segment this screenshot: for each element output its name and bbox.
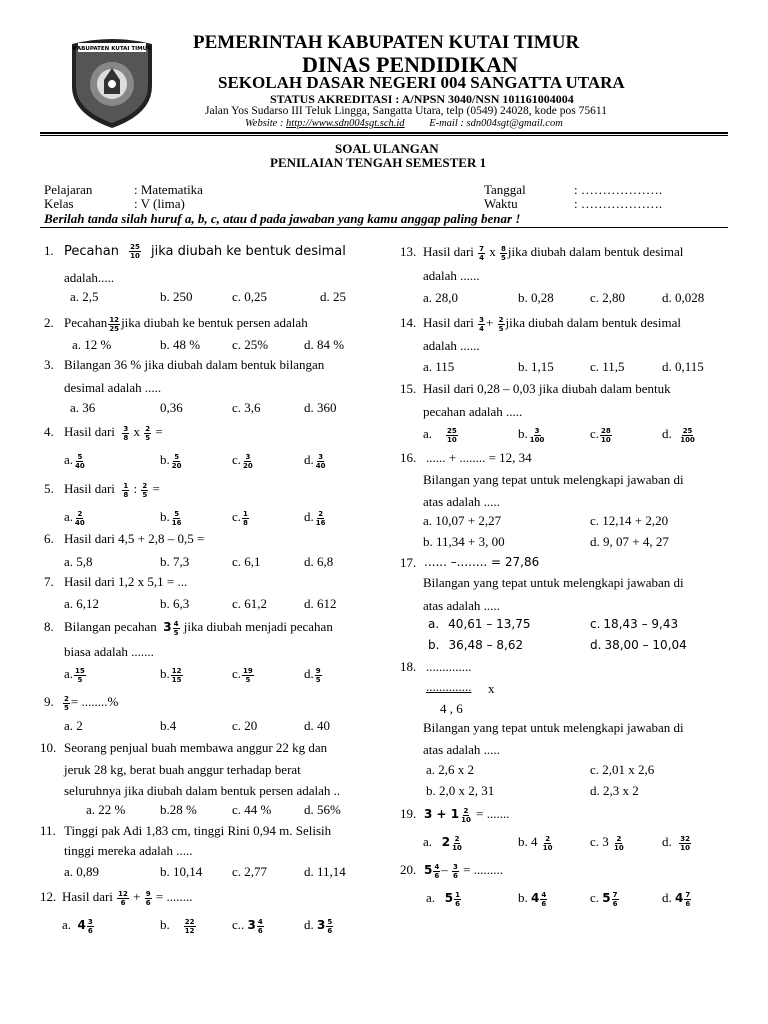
q13-option-b[interactable]: b. 0,28 [518, 290, 554, 305]
q12-option-a[interactable]: a. 4 $\frac{3}{6}$ [62, 917, 93, 935]
header-address: Jalan Yos Sudarso III Teluk Lingga, Sangatta Utara, telp (0549) 24028, kode pos 75611 [205, 105, 607, 117]
q8-option-a[interactable]: a. $\frac{15}{5}$ [64, 666, 85, 684]
q18-option-c[interactable]: c. 2,01 x 2,6 [590, 762, 655, 777]
q9-option-c[interactable]: c. 20 [232, 718, 258, 733]
date-label: Tanggal [484, 182, 526, 197]
q17-option-d[interactable]: d. 38,00 – 10,04 [590, 638, 687, 652]
q3-option-a[interactable]: a. 36 [70, 400, 96, 415]
q18-text-line3: atas adalah ..... [423, 742, 500, 757]
class-value: : V (lima) [134, 196, 185, 211]
q11-option-c[interactable]: c. 2,77 [232, 864, 268, 879]
q2-text: Pecahan $\frac{12}{25}$ jika diubah ke bentuk persen adalah [64, 315, 308, 333]
q13-text-cont: adalah ...... [423, 268, 480, 283]
time-label: Waktu [484, 196, 518, 211]
header-department: DINAS PENDIDIKAN [302, 52, 518, 77]
q3-option-d[interactable]: d. 360 [304, 400, 337, 415]
district-emblem-logo [68, 32, 156, 130]
subject-value: : Matematika [134, 182, 203, 197]
q4-number: 4. [44, 424, 54, 439]
q1-option-c[interactable]: c. 0,25 [232, 289, 268, 304]
q19-option-c[interactable]: c. 3 $\frac{2}{10}$ [590, 834, 624, 852]
q18-blank-1: .............. [426, 659, 472, 674]
q2-option-d[interactable]: d. 84 % [304, 337, 345, 352]
q8-text-cont: biasa adalah ....... [64, 644, 154, 659]
q11-number: 11. [40, 823, 56, 838]
q8-option-b[interactable]: b. $\frac{12}{15}$ [160, 666, 182, 684]
q13-option-d[interactable]: d. 0,028 [662, 290, 705, 305]
logo-text: KABUPATEN KUTAI TIMUR [72, 46, 152, 52]
q10-option-a[interactable]: a. 22 % [86, 802, 126, 817]
q18-multiply-sign: x [488, 681, 495, 696]
q11-text-cont: tinggi mereka adalah ..... [64, 843, 193, 858]
q3-number: 3. [44, 357, 54, 372]
q18-option-b[interactable]: b. 2,0 x 2, 31 [426, 783, 495, 798]
q4-option-c[interactable]: c. $\frac{3}{20}$ [232, 452, 253, 470]
instruction-text: Berilah tanda silah huruf a, b, c, atau d pada jawaban yang kamu anggap paling benar ! [44, 211, 521, 226]
q10-option-c[interactable]: c. 44 % [232, 802, 272, 817]
q16-option-a[interactable]: a. 10,07 + 2,27 [423, 513, 502, 528]
q14-option-d[interactable]: d. 0,115 [662, 359, 704, 374]
q11-text: Tinggi pak Adi 1,83 cm, tinggi Rini 0,94 m. Selisih [64, 823, 332, 838]
q1-option-a[interactable]: a. 2,5 [70, 289, 99, 304]
q15-option-b[interactable]: b. $\frac{3}{100}$ [518, 426, 545, 444]
q9-option-d[interactable]: d. 40 [304, 718, 330, 733]
header-government: PEMERINTAH KABUPATEN KUTAI TIMUR [193, 32, 580, 53]
q20-option-d[interactable]: d. 4 $\frac{7}{6}$ [662, 890, 691, 908]
q3-option-c[interactable]: c. 3,6 [232, 400, 261, 415]
q1-option-b[interactable]: b. 250 [160, 289, 193, 304]
q15-number: 15. [400, 381, 417, 396]
q6-option-d[interactable]: d. 6,8 [304, 554, 334, 569]
q6-text: Hasil dari 4,5 + 2,8 – 0,5 = [64, 531, 205, 546]
q16-option-c[interactable]: c. 12,14 + 2,20 [590, 513, 669, 528]
q12-option-d[interactable]: d. 3 $\frac{5}{6}$ [304, 917, 333, 935]
q16-option-d[interactable]: d. 9, 07 + 4, 27 [590, 534, 669, 549]
exam-title: SOAL ULANGAN [335, 141, 439, 156]
q8-number: 8. [44, 619, 54, 634]
q18-number: 18. [400, 659, 417, 674]
q4-option-b[interactable]: b. $\frac{5}{20}$ [160, 452, 182, 470]
q7-option-d[interactable]: d. 612 [304, 596, 337, 611]
q6-number: 6. [44, 531, 54, 546]
q16-text-line3: atas adalah ..... [423, 494, 500, 509]
q15-option-d[interactable]: d. $\frac{25}{100}$ [662, 426, 695, 444]
q14-number: 14. [400, 315, 417, 330]
q2-option-b[interactable]: b. 48 % [160, 337, 201, 352]
header-accreditation: STATUS AKREDITASI : A/NPSN 3040/NSN 101161004004 [270, 92, 574, 106]
q15-text: Hasil dari 0,28 – 0,03 jika diubah dalam bentuk [423, 381, 671, 396]
q12-option-b[interactable]: b. $\frac{22}{12}$ [160, 917, 195, 935]
q18-blank-2: .............. [426, 679, 472, 694]
q14-option-c[interactable]: c. 11,5 [590, 359, 625, 374]
q13-option-c[interactable]: c. 2,80 [590, 290, 626, 305]
q18-text-line2: Bilangan yang tepat untuk melengkapi jawaban di [423, 720, 684, 735]
q12-number: 12. [40, 889, 57, 904]
q20-text: 5 $\frac{4}{6}$ – $\frac{3}{6}$ = ......... [424, 862, 503, 880]
exam-subtitle: PENILAIAN TENGAH SEMESTER 1 [270, 155, 487, 170]
q9-option-b[interactable]: b.4 [160, 718, 177, 733]
q5-option-c[interactable]: c. $\frac{1}{8}$ [232, 509, 248, 527]
q16-text-line2: Bilangan yang tepat untuk melengkapi jawaban di [423, 472, 684, 487]
q17-text-line2: Bilangan yang tepat untuk melengkapi jawaban di [423, 575, 684, 590]
q15-text-cont: pecahan adalah ..... [423, 404, 523, 419]
instruction-divider [40, 227, 728, 228]
q10-text: Seorang penjual buah membawa anggur 22 kg dan [64, 740, 328, 755]
q6-option-a[interactable]: a. 5,8 [64, 554, 93, 569]
q13-number: 13. [400, 244, 417, 259]
q14-option-a[interactable]: a. 115 [423, 359, 455, 374]
q13-text: Hasil dari $\frac{7}{4}$ x $\frac{8}{5}$ jika diubah dalam bentuk desimal [423, 244, 684, 262]
subject-label: Pelajaran [44, 182, 93, 197]
q6-option-b[interactable]: b. 7,3 [160, 554, 190, 569]
q11-option-d[interactable]: d. 11,14 [304, 864, 346, 879]
q11-option-a[interactable]: a. 0,89 [64, 864, 100, 879]
q20-option-c[interactable]: c. 5 $\frac{7}{6}$ [590, 890, 618, 908]
q7-number: 7. [44, 574, 54, 589]
website-link[interactable]: http://www.sdn004sgt.sch.id [286, 118, 405, 129]
q10-number: 10. [40, 740, 57, 755]
q10-option-b[interactable]: b.28 % [160, 802, 197, 817]
q20-number: 20. [400, 862, 417, 877]
q9-number: 9. [44, 694, 54, 709]
q7-option-a[interactable]: a. 6,12 [64, 596, 100, 611]
q9-text: $\frac{2}{5}$ = ........% [64, 694, 119, 712]
q14-text-cont: adalah ...... [423, 338, 480, 353]
q16-option-b[interactable]: b. 11,34 + 3, 00 [423, 534, 505, 549]
q10-option-d[interactable]: d. 56% [304, 802, 341, 817]
q17-number: 17. [400, 555, 417, 570]
q7-option-c[interactable]: c. 61,2 [232, 596, 268, 611]
q2-option-a[interactable]: a. 12 % [72, 337, 112, 352]
q17-option-c[interactable]: c. 18,43 – 9,43 [590, 617, 679, 631]
header-divider-thin [40, 135, 728, 136]
q14-text: Hasil dari $\frac{3}{4}$ + $\frac{2}{5}$ jika diubah dalam bentuk desimal [423, 315, 681, 333]
q19-option-a[interactable]: a. 2 $\frac{2}{10}$ [423, 834, 462, 852]
q17-text-line3: atas adalah ..... [423, 598, 500, 613]
q15-option-a[interactable]: a. $\frac{25}{10}$ [423, 426, 457, 444]
header-divider [40, 132, 728, 134]
q17-text: ...... –........ = 27,86 [424, 555, 540, 569]
q5-text: Hasil dari $\frac{1}{8}$ : $\frac{2}{5}$ = [64, 481, 160, 499]
q1-option-d[interactable]: d. 25 [320, 289, 346, 304]
q1-text: Pecahan $\frac{25}{10}$ jika diubah ke bentuk desimal [64, 243, 346, 260]
header-contacts [245, 118, 563, 129]
q7-text: Hasil dari 1,2 x 5,1 = ... [64, 574, 188, 589]
q5-number: 5. [44, 481, 54, 496]
q16-number: 16. [400, 450, 417, 465]
q17-option-b[interactable]: b. 36,48 – 8,62 [428, 638, 524, 652]
q5-option-d[interactable]: d. $\frac{2}{16}$ [304, 509, 326, 527]
q18-option-d[interactable]: d. 2,3 x 2 [590, 783, 639, 798]
q11-option-b[interactable]: b. 10,14 [160, 864, 203, 879]
q9-option-a[interactable]: a. 2 [64, 718, 83, 733]
q5-option-a[interactable]: a. $\frac{2}{40}$ [64, 509, 85, 527]
header-school-name: SEKOLAH DASAR NEGERI 004 SANGATTA UTARA [218, 73, 625, 92]
q1-number: 1. [44, 243, 54, 258]
time-value: : ………………. [574, 196, 663, 211]
q5-option-b[interactable]: b. $\frac{5}{16}$ [160, 509, 182, 527]
q12-text: Hasil dari $\frac{12}{6}$ + $\frac{9}{6}$ = ........ [62, 889, 193, 907]
q3-text: Bilangan 36 % jika diubah dalam bentuk bilangan [64, 357, 325, 372]
q12-option-c[interactable]: c.. 3 $\frac{4}{6}$ [232, 917, 263, 935]
q17-option-a[interactable]: a. 40,61 – 13,75 [428, 617, 531, 631]
q18-option-a[interactable]: a. 2,6 x 2 [426, 762, 475, 777]
q13-option-a[interactable]: a. 28,0 [423, 290, 459, 305]
website-label: Website : [245, 118, 284, 129]
email-address: E-mail : sdn004sgt@gmail.com [429, 118, 563, 129]
q3-text-cont: desimal adalah ..... [64, 380, 162, 395]
q20-option-a[interactable]: a. 5 $\frac{1}{6}$ [426, 890, 461, 908]
q19-option-b[interactable]: b. 4 $\frac{2}{10}$ [518, 834, 553, 852]
q7-option-b[interactable]: b. 6,3 [160, 596, 190, 611]
q15-option-c[interactable]: c. $\frac{28}{10}$ [590, 426, 611, 444]
q19-option-d[interactable]: d. $\frac{32}{10}$ [662, 834, 690, 852]
q20-option-b[interactable]: b. 4 $\frac{4}{6}$ [518, 890, 547, 908]
class-label: Kelas [44, 196, 74, 211]
q2-number: 2. [44, 315, 54, 330]
q10-text-line3: seluruhnya jika diubah dalam bentuk persen adalah .. [64, 783, 341, 798]
q19-text: 3 + 1 $\frac{2}{10}$ = ....... [424, 806, 510, 824]
q6-option-c[interactable]: c. 6,1 [232, 554, 261, 569]
q16-text: ...... + ........ = 12, 34 [426, 450, 532, 465]
q19-number: 19. [400, 806, 417, 821]
q4-text: Hasil dari $\frac{3}{8}$ x $\frac{2}{5}$ = [64, 424, 163, 442]
date-value: : ………………. [574, 182, 663, 197]
q2-option-c[interactable]: c. 25% [232, 337, 269, 352]
q8-option-d[interactable]: d. $\frac{9}{5}$ [304, 666, 321, 684]
q14-option-b[interactable]: b. 1,15 [518, 359, 554, 374]
q8-option-c[interactable]: c. $\frac{19}{5}$ [232, 666, 253, 684]
q10-text-line2: jeruk 28 kg, berat buah anggur terhadap berat [64, 762, 301, 777]
q4-option-a[interactable]: a. $\frac{5}{40}$ [64, 452, 85, 470]
q1-text-cont: adalah..... [64, 270, 115, 285]
q18-result: 4 , 6 [440, 701, 463, 716]
q8-text: Bilangan pecahan 3 $\frac{4}{5}$ jika diubah menjadi pecahan [64, 619, 333, 637]
q4-option-d[interactable]: d. $\frac{3}{40}$ [304, 452, 326, 470]
q3-option-b[interactable]: 0,36 [160, 400, 183, 415]
